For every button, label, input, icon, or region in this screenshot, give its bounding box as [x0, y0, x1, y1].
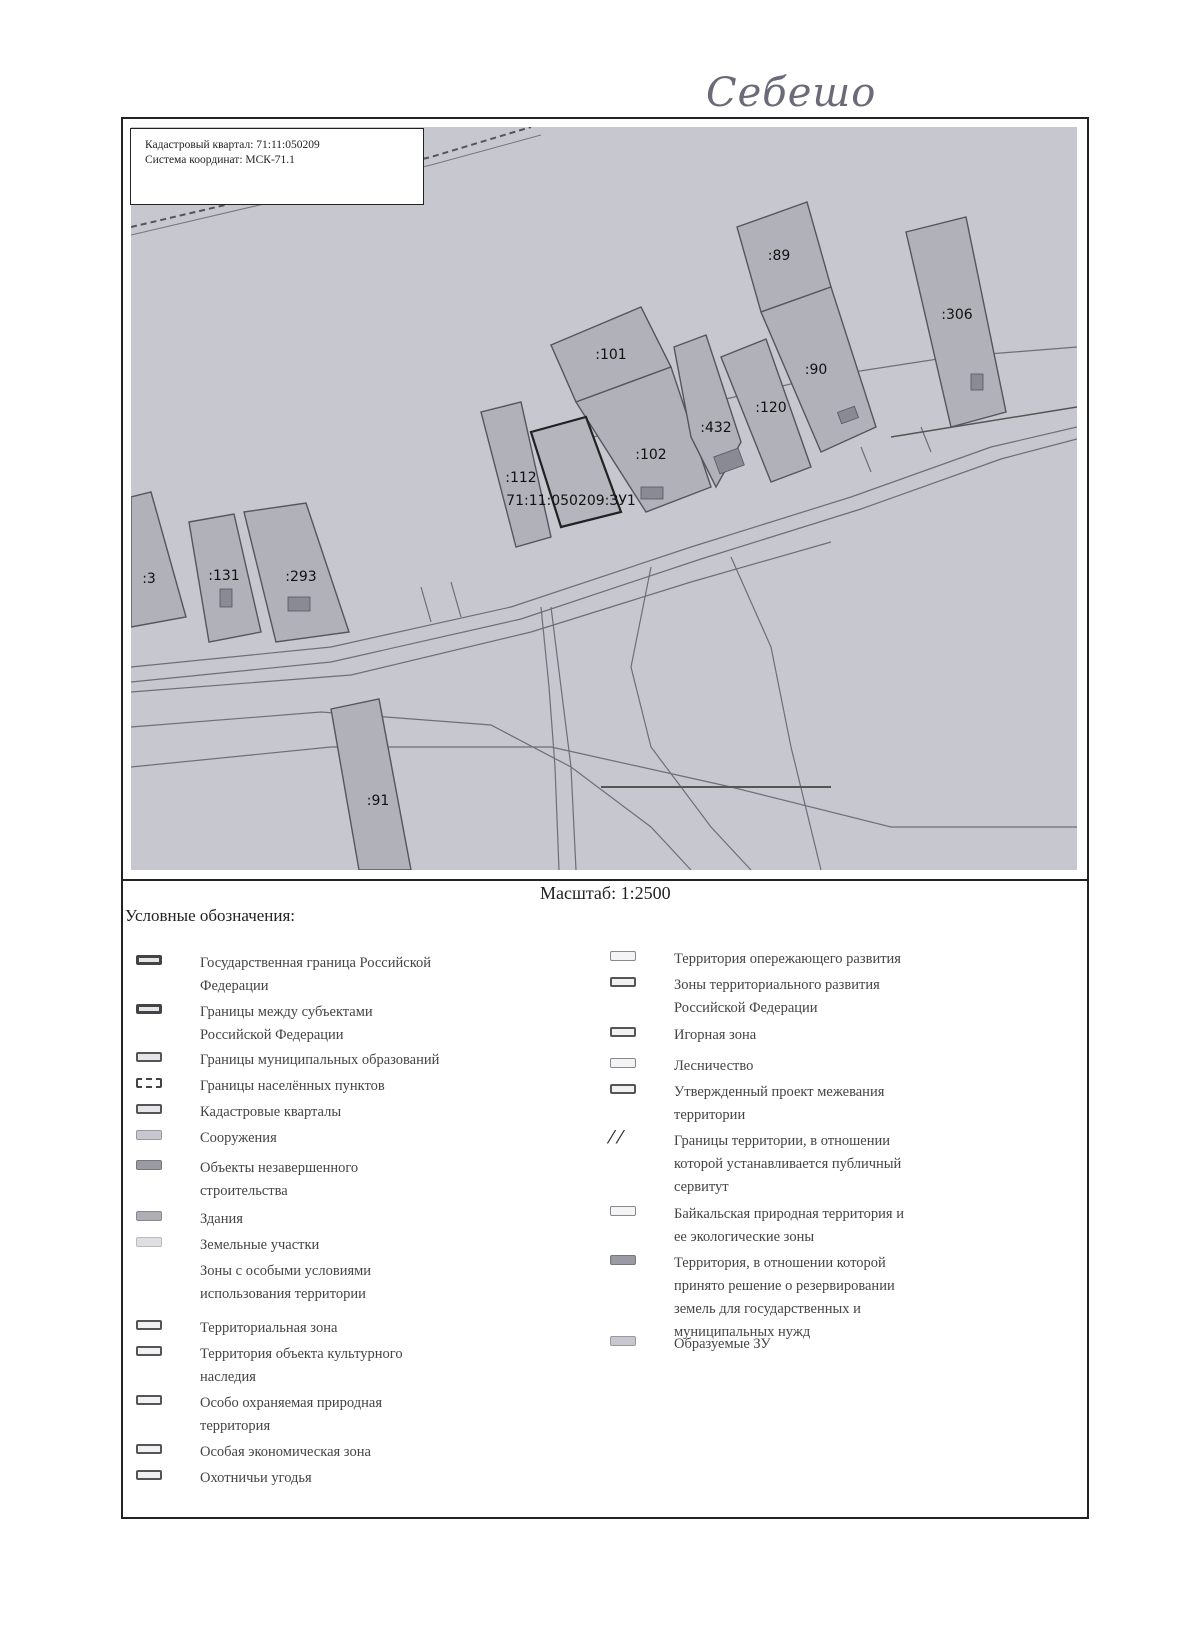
label-91: :91: [366, 793, 390, 809]
legend-symbol-icon: [610, 1336, 636, 1346]
legend-label: Игорная зона: [674, 1027, 757, 1043]
legend-label: Особо охраняемая природная территория: [200, 1395, 383, 1434]
legend-symbol-icon: [136, 1346, 162, 1356]
legend-label: Государственная граница Российской Федерации: [200, 955, 432, 994]
cadastral-map[interactable]: [131, 127, 1077, 870]
legend-symbol-icon: [610, 1058, 636, 1068]
legend-label: Охотничьи угодья: [200, 1470, 312, 1486]
legend-label: Утвержденный проект межевания территории: [674, 1084, 885, 1123]
legend-symbol-icon: ⁄ ⁄: [610, 1127, 622, 1148]
legend-symbol-icon: [136, 1160, 162, 1170]
label-120: :120: [755, 400, 787, 416]
label-3: :3: [142, 571, 156, 587]
label-101: :101: [595, 347, 627, 363]
legend-label: Кадастровые кварталы: [200, 1104, 342, 1120]
label-zu1: 71:11:050209:ЗУ1: [506, 493, 636, 509]
legend-label: Лесничество: [674, 1058, 754, 1074]
legend-label: Границы территории, в отношении которой устанавливается публичный сервитут: [674, 1133, 902, 1195]
legend-label: Байкальская природная территория и ее экологические зоны: [674, 1206, 904, 1245]
legend-symbol-icon: [136, 955, 162, 965]
legend-label: Объекты незавершенного строительства: [200, 1160, 359, 1199]
building: [971, 374, 983, 390]
legend-label: Здания: [200, 1211, 243, 1227]
legend-label: Особая экономическая зона: [200, 1444, 371, 1460]
divider-line: [122, 879, 1088, 881]
parcel-3: [131, 492, 186, 627]
label-90: :90: [804, 362, 828, 378]
legend-symbol-icon: [610, 1255, 636, 1265]
legend-symbol-icon: [610, 1084, 636, 1094]
legend-symbol-icon: [136, 1320, 162, 1330]
label-89: :89: [767, 248, 791, 264]
legend-symbol-icon: [136, 1078, 162, 1088]
label-306: :306: [941, 307, 973, 323]
legend-symbol-icon: [136, 1237, 162, 1247]
legend-symbol-icon: [136, 1052, 162, 1062]
legend-label: Границы муниципальных образований: [200, 1052, 440, 1068]
legend-symbol-icon: [136, 1263, 162, 1273]
label-293: :293: [285, 569, 317, 585]
legend-label: Территория объекта культурного наследия: [200, 1346, 403, 1385]
legend-label: Зоны с особыми условиями использования территории: [200, 1263, 372, 1302]
legend-symbol-icon: [136, 1211, 162, 1221]
legend-symbol-icon: [610, 1027, 636, 1037]
legend-symbol-icon: [136, 1104, 162, 1114]
building: [641, 487, 663, 499]
legend-symbol-icon: [136, 1130, 162, 1140]
label-112: :112: [505, 470, 537, 486]
legend-symbol-icon: [610, 977, 636, 987]
legend-left-column: [136, 952, 496, 1492]
legend-label: Территория опережающего развития: [674, 951, 901, 967]
legend-symbol-icon: [610, 951, 636, 961]
handwritten-note: Себешо: [706, 70, 877, 116]
map-header-box: [130, 128, 424, 205]
scale-label: Масштаб: 1:2500: [540, 883, 671, 903]
legend-symbol-icon: [136, 1470, 162, 1480]
label-131: :131: [208, 568, 240, 584]
label-102: :102: [635, 447, 667, 463]
coordinate-system-text: Система координат: МСК-71.1: [145, 154, 295, 166]
legend-label: Границы между субъектами Российской Федерации: [200, 1004, 373, 1043]
parcels: [131, 202, 1006, 870]
legend-title: Условные обозначения:: [125, 906, 296, 925]
legend-label: Образуемые ЗУ: [674, 1336, 771, 1352]
label-432: :432: [700, 420, 732, 436]
legend-label: Границы населённых пунктов: [200, 1078, 385, 1094]
legend-symbol-icon: [136, 1395, 162, 1405]
legend-label: Сооружения: [200, 1130, 277, 1146]
legend-symbol-icon: [136, 1004, 162, 1014]
legend-right-column: [610, 948, 950, 1388]
parcel-91: [331, 699, 411, 870]
legend-symbol-icon: [136, 1444, 162, 1454]
legend-label: Земельные участки: [200, 1237, 320, 1253]
legend-label: Территориальная зона: [200, 1320, 338, 1336]
legend-label: Территория, в отношении которой принято решение о резервировании земель для государственных и муниципальных нужд: [674, 1255, 895, 1340]
legend-label: Зоны территориального развития Российской Федерации: [674, 977, 880, 1016]
legend-symbol-icon: [610, 1206, 636, 1216]
building: [220, 589, 232, 607]
map-canvas: [131, 127, 1077, 870]
building: [288, 597, 310, 611]
cadastral-quarter-text: Кадастровый квартал: 71:11:050209: [145, 139, 320, 151]
